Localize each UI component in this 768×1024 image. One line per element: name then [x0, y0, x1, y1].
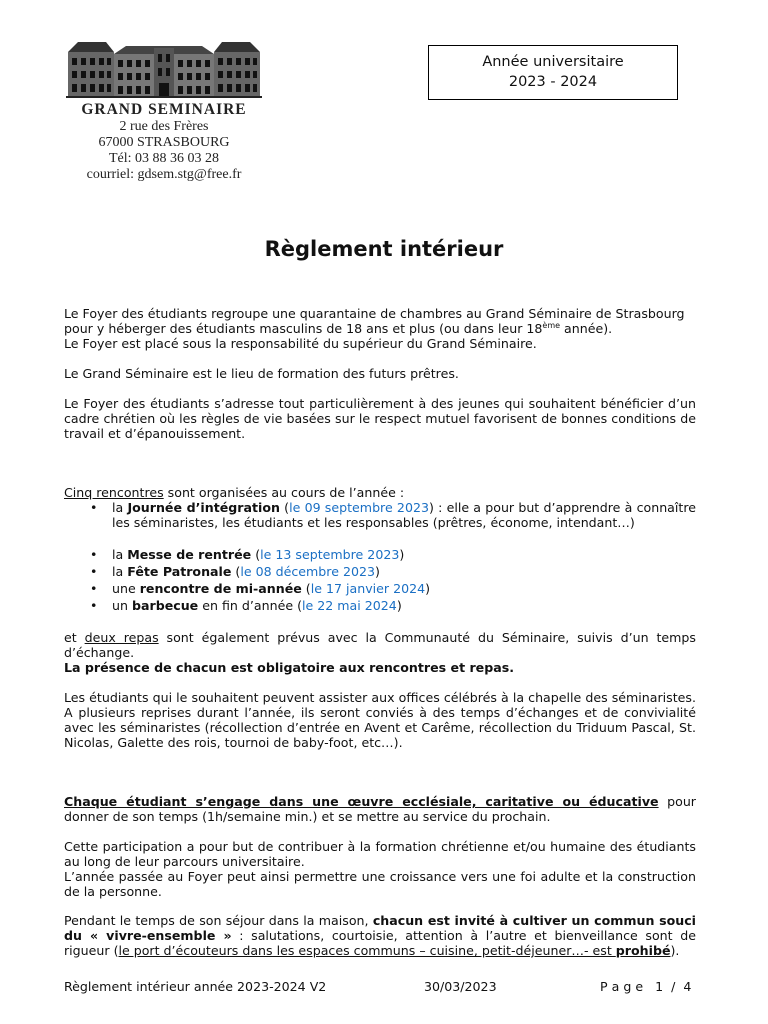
academic-year-label: Année universitaire [482, 54, 624, 70]
list-item: • la Fête Patronale (le 08 décembre 2023) [90, 564, 380, 579]
rencontres-intro: Cinq rencontres sont organisées au cours de l’année : [64, 485, 405, 500]
participation-paragraph [64, 839, 696, 899]
repas-paragraph: et deux repas sont également prévus avec la Communauté du Séminaire, suivis d’un temps d’échange. [64, 630, 696, 660]
intro-paragraph [64, 306, 696, 351]
engagement-paragraph: Chaque étudiant s’engage dans une œuvre ecclésiale, caritative ou éducative pour donner de son temps (1h/semaine min.) et se mettre au service du prochain. [64, 794, 696, 824]
participation-line-1: Cette participation a pour but de contribuer à la formation chrétienne et/ou humaine des étudiants au long de leur parcours universitaire. [64, 839, 696, 869]
presence-obligatoire: La présence de chacun est obligatoire aux rencontres et repas. [64, 660, 515, 675]
foyer-paragraph: Le Foyer des étudiants s’adresse tout particulièrement à des jeunes qui souhaitent bénéficier d’un cadre chrétien où les règles de vie basées sur le respect mutuel favorisent de bonnes conditions de travail et d’épanouissement. [64, 396, 696, 441]
list-item: • la Messe de rentrée (le 13 septembre 2023) [90, 547, 405, 562]
list-item: • la Journée d’intégration (le 09 septembre 2023) : elle a pour but d’apprendre à connaître les séminaristes, les étudiants et les responsables (prêtres, économe, intendant…) [90, 500, 696, 530]
phone-number: Tél: 03 88 36 03 28 [108, 151, 220, 166]
intro-line-2: pour y héberger des étudiants masculins de 18 ans et plus (ou dans leur 18ème année). [64, 320, 613, 336]
list-item: • un barbecue en fin d’année (le 22 mai 2024) [90, 598, 402, 613]
seminaire-paragraph: Le Grand Séminaire est le lieu de formation des futurs prêtres. [64, 366, 459, 381]
participation-line-2: L’année passée au Foyer peut ainsi permettre une croissance vers une foi adulte et la construction de la personne. [64, 869, 696, 899]
rencontres-list [64, 500, 696, 615]
offices-paragraph: Les étudiants qui le souhaitent peuvent assister aux offices célébrés à la chapelle des séminaristes. A plusieurs reprises durant l’année, ils seront conviés à des temps d’échanges et de convivialité avec les séminaristes (récollection d’entrée en Avent et Carême, récollection du Triduum Pascal, St. Nicolas, Galette des rois, tournoi de baby-foot, etc…). [64, 690, 696, 750]
sejour-paragraph: Pendant le temps de son séjour dans la maison, chacun est invité à cultiver un commun souci du « vivre-ensemble » : salutations, courtoisie, attention à l’autre et bienveillance sont de rigueur (le port d’écouteurs dans les espaces communs – cuisine, petit-déjeuner…- est prohibé). [64, 913, 696, 958]
footer-document-label: Règlement intérieur année 2023-2024 V2 [64, 979, 327, 994]
document-title: Règlement intérieur [264, 237, 504, 261]
academic-year-value: 2023 - 2024 [508, 74, 598, 90]
footer-page-number: P a g e 1 / 4 [600, 979, 692, 994]
address-city: 67000 STRASBOURG [98, 135, 230, 150]
address-street: 2 rue des Frères [119, 119, 209, 134]
email-address: courriel: gdsem.stg@free.fr [86, 167, 242, 182]
list-item: • une rencontre de mi-année (le 17 janvier 2024) [90, 581, 431, 596]
intro-line-3: Le Foyer est placé sous la responsabilité du supérieur du Grand Séminaire. [64, 336, 537, 351]
seminaire-name: GRAND SEMINAIRE [81, 101, 247, 118]
seminary-building-image [66, 38, 262, 98]
academic-year-box [428, 45, 678, 100]
seminaire-logo-block [64, 38, 264, 183]
footer-date: 30/03/2023 [424, 979, 497, 994]
intro-line-1: Le Foyer des étudiants regroupe une quarantaine de chambres au Grand Séminaire de Strasbourg [64, 306, 685, 321]
